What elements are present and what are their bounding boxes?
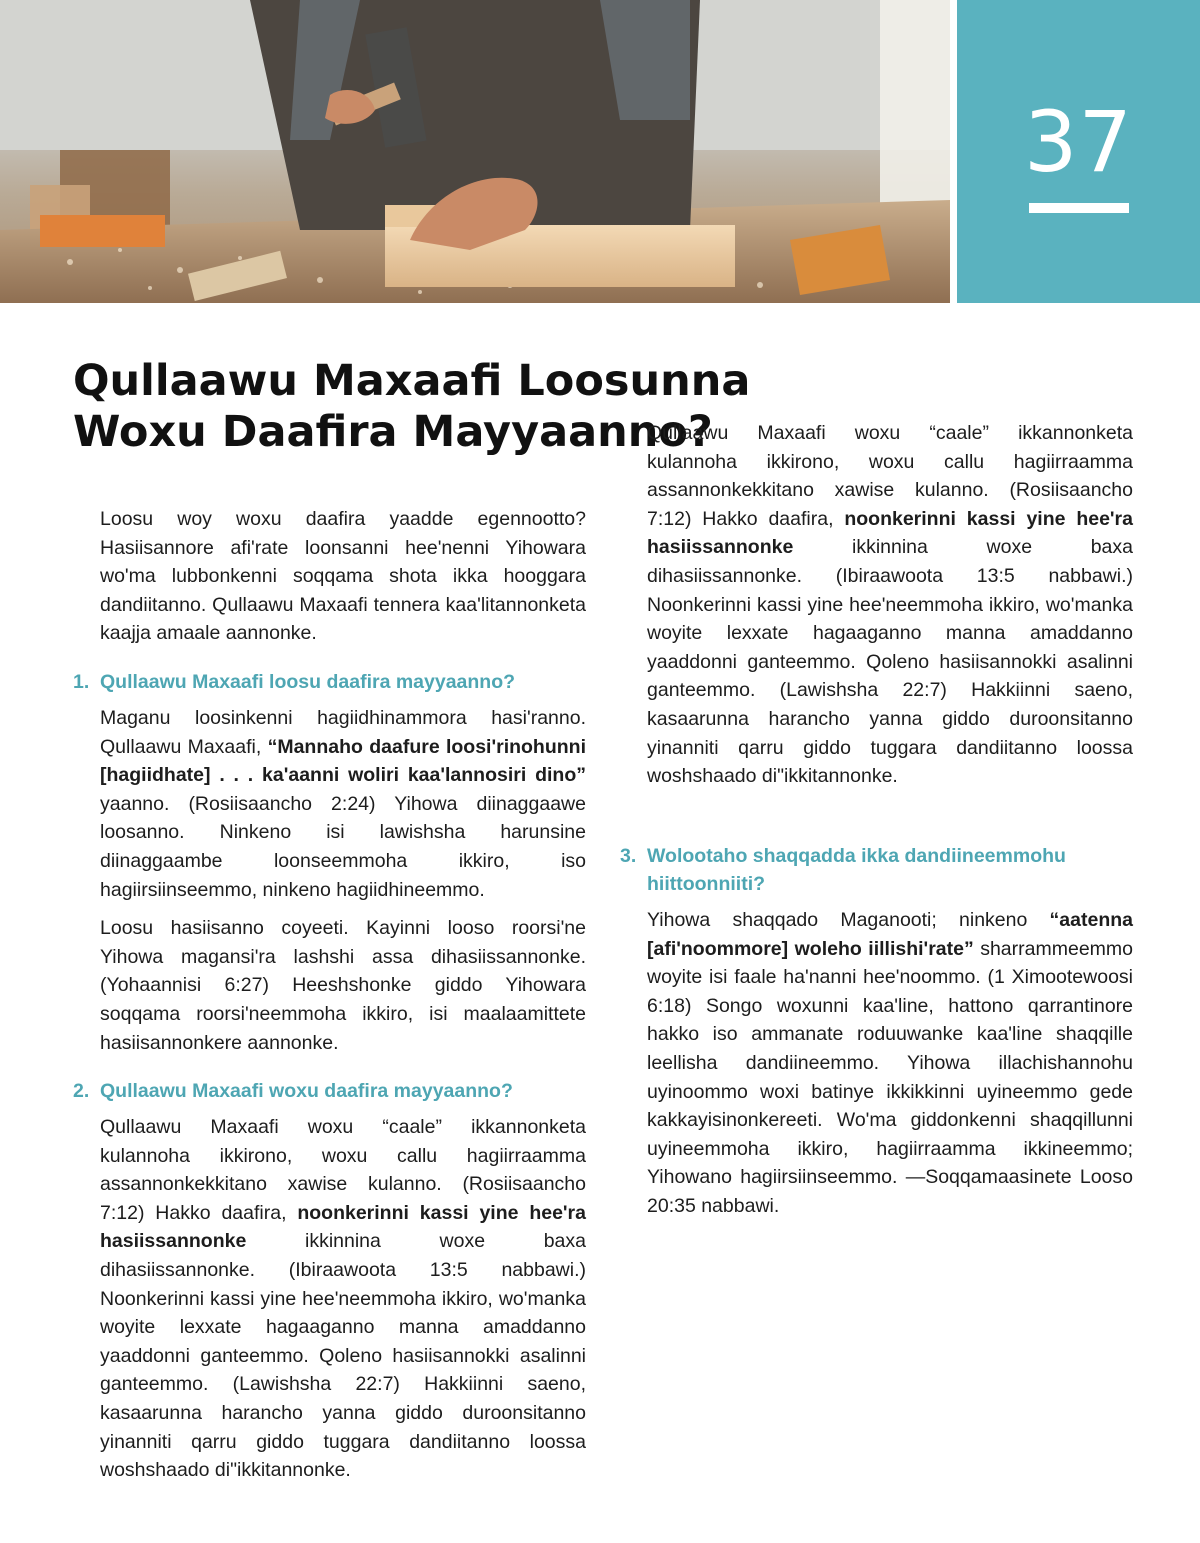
continued-text-block [647, 419, 1133, 791]
question-3-heading [620, 842, 1133, 898]
left-column [73, 505, 586, 1482]
text-run: Qullaawu Maxaafi woxu “caale” ikkannonketa kulannoha ikkirono, woxu callu hagiirraamma assannonkekkitano xawise kulanno. (Rosiisaancho 7:12) Hakko daafira, [647, 422, 1133, 530]
intro-paragraph: Loosu woy woxu daafira yaadde egennootto? Hasiisannore afi'rate loonsanni hee'nenni Yihowara wo'ma lubbonkenni soqqama shota ikka hooggara dandiitanno. Qullaawu Maxaafi tennera kaa'litannonketa kaajja amaale aannonke. [100, 508, 586, 645]
text-run: Yihowa shaqqado Maganooti; ninkeno [647, 909, 1050, 931]
question-1-paragraph-1 [100, 704, 586, 904]
hero-photo [0, 0, 950, 303]
text-run: sharrammeemmo woyite isi faale ha'nanni hee'noommo. (1 Ximootewoosi 6:18) Songo woxunni kaa'line, hattono qarrantinore hakko iso ammanate roduuwanke kaa'line shaqqille leellisha dandiineemmo. Yihowa illachishannohu uyinoommo woxi batinye ikkikkinni uyineemmo gede kakkayisinonkereeti. Wo'ma giddonkenni shaqqillunni uyineemmoha ikkiro, hagiirraamma ikkineemmo; Yihowano hagiirsiinseemmo. —Soqqamaasinete Looso 20:35 nabbawi. [647, 937, 1133, 1217]
question-2-paragraph-continued [647, 422, 1133, 820]
carpenter-hammering-illustration [0, 0, 950, 303]
page-title-line-1: Qullaawu Maxaafi Loosunna [73, 356, 751, 406]
question-3-number: 3. [620, 845, 637, 867]
question-2-paragraph [100, 1113, 586, 1482]
emphasis-text: noonkerinni kassi yine hee'ra hasiissannonke [100, 1201, 586, 1253]
question-1-number: 1. [73, 670, 90, 693]
text-run: yaanno. (Rosiisaancho 2:24) Yihowa diinaggaawe loosanno. Ninkeno isi lawishsha harunsine diinaggaambe loonseemmoha ikkiro, iso hagiirsiinseemmo, ninkeno hagiidhineemmo. [100, 792, 586, 901]
text-run: ikkinnina woxe baxa dihasiissannonke. (Ibiraawoota 13:5 nabbawi.) Noonkerinni kassi yine hee'neemmoha ikkiro, wo'manka woyite lexxate hagaaganno manna amaddanno yaaddonni ganteemmo. Qoleno hasiisannokki asalinni ganteemmo. (Lawishsha 22:7) Hakkiinni saeno, kasaarunna harancho yanna giddo duroonsitanno yinanniti qarru giddo tuggara dandiitanno loossa woshshaado di"ikkitannonke. [100, 1230, 586, 1482]
text-run: ikkinnina woxe baxa dihasiissannonke. (Ibiraawoota 13:5 nabbawi.) Noonkerinni kassi yine hee'neemmoha ikkiro, wo'manka woyite lexxate hagaaganno manna amaddanno yaaddonni ganteemmo. Qoleno hasiisannokki asalinni ganteemmo. (Lawishsha 22:7) Hakkiinni saeno, kasaarunna harancho yanna giddo duroonsitanno yinanniti qarru giddo tuggara dandiitanno loossa woshshaado di"ikkitannonke. [647, 536, 1133, 788]
question-1-heading [73, 668, 586, 696]
emphasis-text: noonkerinni kassi yine hee'ra hasiissannonke [647, 507, 1133, 559]
question-2-text: Qullaawu Maxaafi woxu daafira mayyaanno? [100, 1080, 513, 1103]
page-title-line-2: Woxu Daafira Mayyaanno? [73, 407, 713, 457]
text-run: Qullaawu Maxaafi woxu “caale” ikkannonketa kulannoha ikkirono, woxu callu hagiirraamma assannonkekkitano xawise kulanno. (Rosiisaancho 7:12) Hakko daafira, [100, 1116, 586, 1224]
question-2-heading [73, 1077, 586, 1105]
scripture-quote: “Mannaho daafure loosi'rinohunni [hagiidhate] . . . ka'aanni woliri kaa'lannosiri dino” [100, 735, 586, 787]
question-1-paragraph-2: Loosu hasiisanno coyeeti. Kayinni looso roorsi'ne Yihowa magansi'ra lashshi assa dihasiissannonke. (Yohaannisi 6:27) Heeshshonke giddo Yihowara soqqama roorsi'neemmoha ikkiro, isi maalaamittete hasiisannonkere aannonke. [100, 917, 586, 1054]
question-1-text: Qullaawu Maxaafi loosu daafira mayyaanno? [100, 670, 516, 693]
lesson-number: 37 [1024, 93, 1133, 191]
lesson-number-underline [1029, 203, 1129, 213]
question-3-text: Wolootaho shaqqadda ikka dandiineemmohu hiittoonniiti? [647, 845, 1066, 895]
question-2-number: 2. [73, 1080, 90, 1103]
lesson-number-panel [957, 0, 1200, 303]
right-column [620, 422, 1133, 1231]
text-run: Maganu loosinkenni hagiidhinammora hasi'ranno. Qullaawu Maxaafi, [100, 706, 586, 758]
scripture-quote: “aatenna [afi'noommore] woleho iillishi'rate” [647, 909, 1133, 960]
question-3-paragraph [647, 906, 1133, 1221]
